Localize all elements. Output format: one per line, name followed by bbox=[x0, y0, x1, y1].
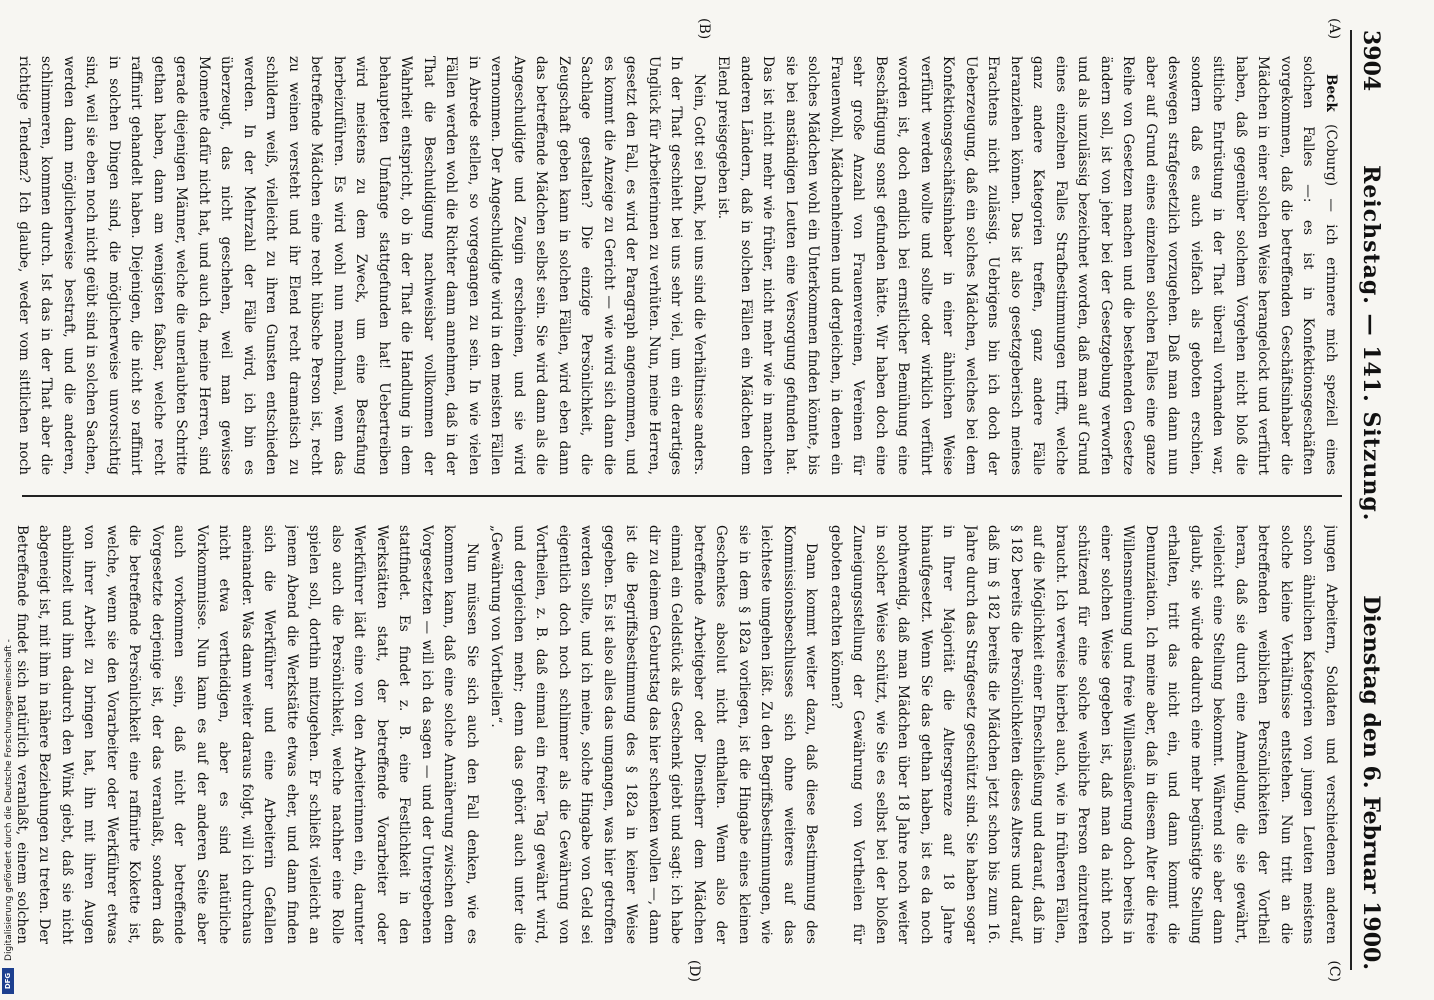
paragraph: jungen Arbeitern, Soldaten und verschiedenen anderen schon ähnlichen Kategorien von jungen Leuten meistens solche kleine Verhältnisse entstehen. Nun tritt an die betreffenden weiblichen Persönlichkeiten der Vortheil heran, daß sie durch eine Anmeldung, die sie gewährt, vielleicht eine Stellung bekommt. Während sie aber dann glaubt, sie würde dadurch eine mehr begünstigte Stellung erhalten, tritt das nicht ein, und dann kommt die Denunziation. Ich meine aber, daß in diesem Alter die freie Willensmeinung und freie Willensäußerung doch bereits in einer solchen Weise gegeben ist, daß man da nicht noch schützend für eine solche weibliche Person einzutreten braucht. Ich verweise hierbei auch, wie in früheren Fällen, auf die Möglichkeit einer Eheschließung und darauf, daß im § 182 bereits die Persönlichkeiten dieses Alters und darauf, daß im § 182 bereits die Mädchen jetzt schon bis zum 16. Jahre durch das Strafgesetz geschützt sind. Sie haben sogar in Ihrer Majorität die Altersgrenze auf 18 Jahre hinaufgesetzt. Wenn Sie das gethan haben, ist es da noch nothwendig, daß man Mädchen über 18 Jahre noch weiter in solcher Weise schützt, wie Sie es selbst bei der bloßen Zuneigungsstellung der Gewährung von Vortheilen für geboten erachten können? bbox=[828, 525, 1339, 944]
session-date: Dienstag den 6. Februar 1900. bbox=[1358, 595, 1384, 970]
header-rule bbox=[1350, 30, 1352, 970]
page-header bbox=[1356, 30, 1386, 970]
margin-mark-b: (B) bbox=[696, 18, 712, 40]
margin-mark-a: (A) bbox=[1326, 18, 1342, 40]
paragraph: Nun müssen Sie sich auch den Fall denken, wie es kommen kann, daß eine solche Annäherung zwischen dem Vorgesetzten — will ich da sagen — und der Untergebenen stattfindet. Es findet z. B. eine Festlichkeit in den Werkstätten statt, der betreffende Vorarbeiter oder Werkführer lädt eine von den Arbeiterinnen ein, darunter also auch die Persönlichkeit, welche nachher eine Rolle spielen soll, dorthin mitzugehen. Er schließt vielleicht an jenem Abend die Werkstätte etwas eher, und dann finden sich die Werkführer und eine Arbeiterin Gefallen aneinander. Was dann weiter daraus folgt, will ich durchaus nicht etwa vertheidigen, aber es sind natürliche Vorkommnisse. Nun kann es auf der anderen Seite aber auch vorkommen sein, daß nicht der betreffende Vorgesetzte derjenige ist, der das veranlaßt, sondern daß die betreffende Persönlichkeit eine raffinirte Kokette ist, welche, wenn sie den Vorarbeiter oder Werkführer etwas von ihrer Arbeit zu bringen hat, ihn mit ihren Augen anblinzelt und ihm dadurch den Wink giebt, daß sie nicht abgeneigt ist, mit ihm in nähere Beziehungen zu treten. Der Betreffende findet sich natürlich veranlaßt, einem solchen bbox=[14, 525, 480, 944]
paragraph: Dann kommt weiter dazu, daß diese Bestimmung des Kommissionsbeschlusses sich ohne weiteres auf das leichteste umgehen läßt. Zu den Begriffsbestimmungen, wie sie in dem § 182a vorliegen, ist die Hingabe eines kleinen Geschenkes absolut nicht enthalten. Wenn also der betreffende Arbeitgeber oder Dienstherr dem Mädchen einmal ein Geldstück als Geschenk giebt und sagt: ich habe dir zu deinem Geburtstag das hier schenken wollen —, dann ist die Begriffsbestimmung des § 182a in keiner Weise gegeben. Es ist also alles das umgangen, was hier getroffen werden sollte, und ich meine, solche Hingabe von Geld sei eigentlich doch noch schlimmer als die Gewährung von Vortheilen, z. B. daß einmal ein freier Tag gewährt wird, und dergleichen mehr; denn das gehört auch unter die „Gewährung von Vortheilen“. bbox=[488, 525, 820, 944]
margin-mark-d: (D) bbox=[686, 959, 702, 982]
digitization-credit-text: Digitalisierung gefördert durch die Deutsche Forschungsgemeinschaft - bbox=[4, 639, 14, 961]
right-column bbox=[12, 525, 1342, 970]
paragraph bbox=[712, 56, 1342, 475]
speaker-suffix: (Coburg) bbox=[1323, 111, 1339, 187]
margin-mark-c: (C) bbox=[1326, 960, 1342, 982]
rotated-page-content bbox=[2, 20, 1392, 980]
page-number: 3904 bbox=[1358, 30, 1384, 92]
paragraph: Nein, Gott sei Dank, bei uns sind die Verhältnisse anders. In der That geschieht bei uns sehr viel, um ein derartiges Unglück für Arbeiterinnen zu verhüten. Nun, meine Herren, gesetzt den Fall, es wird der Paragraph angenommen, und es kommt die Anzeige zu Gericht — wie wird sich dann die Sachlage gestalten? Die einzige Persönlichkeit, die Zeugschaft geben kann in solchen Fällen, wird eben dann das betreffende Mädchen selbst sein. Sie wird dann als die Angeschuldigte und Zeugin erscheinen, und sie wird vernommen. Der Angeschuldigte wird in den meisten Fällen in Abrede stellen, so vorgegangen zu sein. In wie vielen Fällen werden wohl die Richter dann annehmen, daß in der That die Beschuldigung nachweisbar vollkommen der Wahrheit entspricht, ob in der That die Handlung in dem behaupteten Umfange stattgefunden hat! Uebertreiben wird meistens zu dem Zweck, um eine Bestrafung herbeizuführen. Es wird wohl nun manchmal, wenn das betreffende Mädchen eine recht hübsche Person ist, recht zu weinen versteht und ihr Elend recht dramatisch zu schildern weiß, vielleicht zu ihren Gunsten entschieden werden. In der Mehrzahl der Fälle wird, ich bin es überzeugt, das nicht geschehen, weil man gewisse Momente dafür nicht hat, und auch da, meine Herren, sind gerade diejenigen Männer, welche die unerlaubten Schritte gethan haben, dann am wenigsten faßbar, welche recht raffinirt gehandelt haben. Diejenigen, die nicht so raffinirt in solchen Dingen sind, die möglicherweise unvorsichtig sind, weil sie eben noch nicht geübt sind in solchen Sachen, werden dann möglicherweise bestraft, und die anderen, schlimmeren, kommen durch. Ist das in der That aber die richtige Tendenz? Ich glaube, weder vom sittlichen noch bbox=[16, 56, 707, 475]
page-title: Reichstag. — 141. Sitzung. bbox=[1358, 165, 1384, 522]
column-divider bbox=[22, 495, 1342, 497]
dfg-logo-text: DFG bbox=[4, 972, 12, 990]
left-column bbox=[12, 30, 1342, 475]
paragraph-text: — ich erinnere mich speziell eines solchen Falles —: es ist in Konfektionsgeschäften vorgekommen, daß die betreffenden Geschäftsinhaber die Mädchen in einer solchen Weise herangelockt und verführt haben, daß gegenüber solchem Vorgehen nicht bloß die sittliche Entrüstung in der That überall vorhanden war, sondern daß es auch vielfach als geboten erschien, deswegen strafgesetzlich vorzugehen. Daß man dann nun aber auf Grund eines einzelnen solchen Falles eine ganze Reihe von Gesetzen machen und die bestehenden Gesetze ändern soll, ist von jeher bei der Gesetzgebung verworfen und als unzulässig bezeichnet worden, daß man auf Grund eines einzelnen Falles Strafbestimmungen trifft, welche ganz andere Kategorien treffen, ganz andere Fälle heranziehen können. Das ist also gesetzgeberisch meines Erachtens nicht zulässig. Uebrigens bin ich doch der Ueberzeugung, daß ein solches Mädchen, welches bei dem Konfektionsgeschäftsinhaber in einer ähnlichen Weise verführt werden wollte und sollte oder wirklich verführt worden ist, doch endlich bei ernstlicher Bemühung eine Beschäftigung sonst gefunden hätte. Wir haben doch eine sehr große Anzahl von Frauenvereinen, Vereinen für Frauenwohl, Mädchenheimen und dergleichen, in denen ein solches Mädchen wohl ein Unterkommen finden könnte, bis sie bei anständigen Leuten eine Versorgung gefunden hat. Das ist nicht mehr wie früher, nicht mehr wie in manchen anderen Ländern, daß in solchen Fällen ein Mädchen dem Elend preisgegeben ist. bbox=[715, 56, 1339, 475]
speaker-name: Beck bbox=[1323, 74, 1339, 112]
